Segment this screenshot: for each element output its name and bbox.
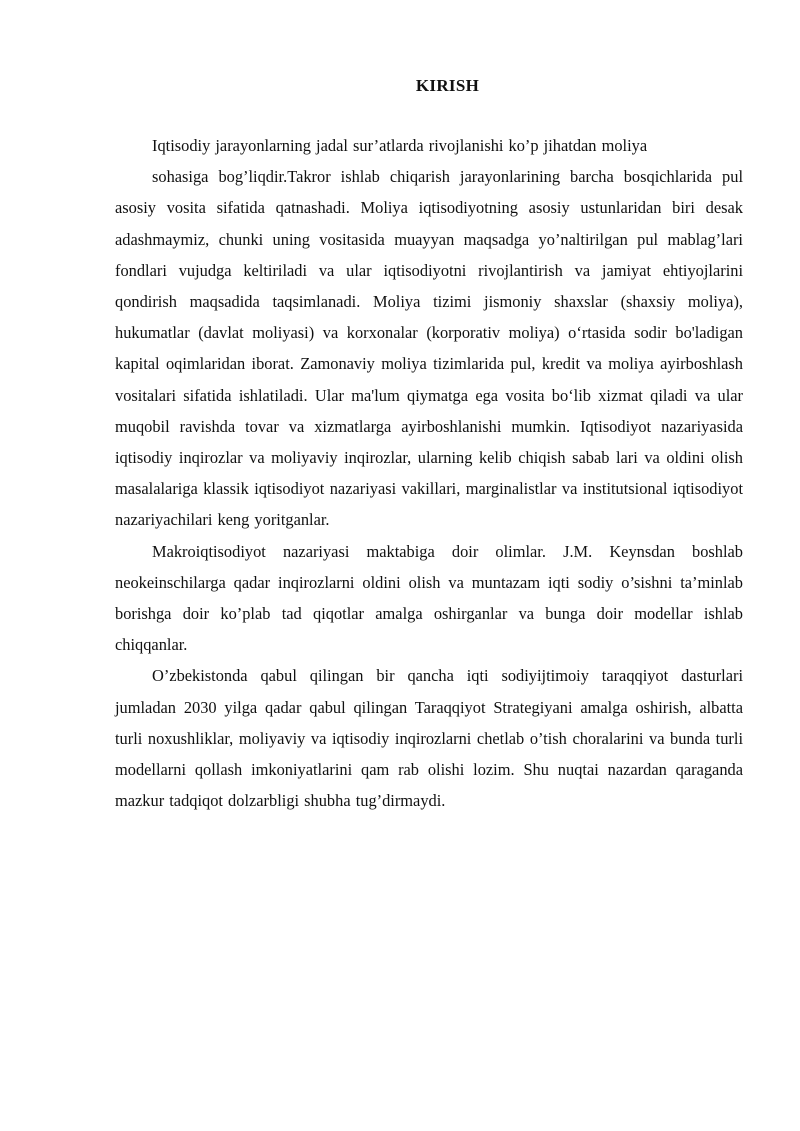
paragraph-3: Makroiqtisodiyot nazariyasi maktabiga doir olimlar. J.M. Keynsdan boshlab neokeinschilarga qadar inqirozlarni oldini olish va muntazam iqti sodiy o’sishni ta’minlab borishga doir ko’plab tad qiqotlar amalga oshirganlar va bunga doir modellar ishlab chiqqanlar.	[115, 541, 743, 655]
paragraph-2: sohasiga bog’liqdir.Takror ishlab chiqarish jarayonlarining barcha bosqichlarida pul asosiy vosita sifatida qatnashadi. Moliya iqtisodiyotning asosiy ustunlaridan biri desak adashmaymiz, chunki uning vositasida muayyan maqsadga yo’naltirilgan pul mablag’lari fondlari vujudga keltiriladi va ular iqtisodiyotni rivojlantirish va jamiyat ehtiyojlarini qondirish maqsadida taqsimlanadi. Moliya tizimi jismoniy shaxslar (shaxsiy moliya), hukumatlar (davlat moliyasi) va korxonalar (korporativ moliya) o‘rtasida sodir bo'ladigan kapital oqimlaridan iborat. Zamonaviy moliya tizimlarida pul, kredit va moliya ayirboshlash vositalari sifatida ishlatiladi. Ular ma'lum qiymatga ega vosita bo‘lib xizmat qiladi va ular muqobil ravishda tovar va xizmatlarga ayirboshlanishi mumkin. Iqtisodiyot nazariyasida iqtisodiy inqirozlar va moliyaviy inqirozlar, ularning kelib chiqish sabab lari va oldini olish masalalariga klassik iqtisodiyot nazariyasi vakillari, marginalistlar va institutsional iqtisodiyot nazariyachilari keng yoritganlar.	[115, 167, 743, 530]
document-body	[115, 130, 743, 816]
paragraph-4: O’zbekistonda qabul qilingan bir qancha iqti sodiyijtimoiy taraqqiyot dasturlari jumladan 2030 yilga qadar qabul qilingan Taraqqiyot Strategiyani amalga oshirish, albatta turli noxushliklar, moliyaviy va iqtisodiy inqirozlarni chetlab o’tish choralarini va bunda turli modellarni qollash imkoniyatlarini qam rab olishi lozim. Shu nuqtai nazardan qaraganda mazkur tadqiqot dolzarbligi shubha tug’dirmaydi.	[115, 666, 743, 811]
page-title: KIRISH	[415, 76, 480, 95]
paragraph-1: Iqtisodiy jarayonlarning jadal sur’atlarda rivojlanishi ko’p jihatdan moliya	[152, 136, 648, 155]
